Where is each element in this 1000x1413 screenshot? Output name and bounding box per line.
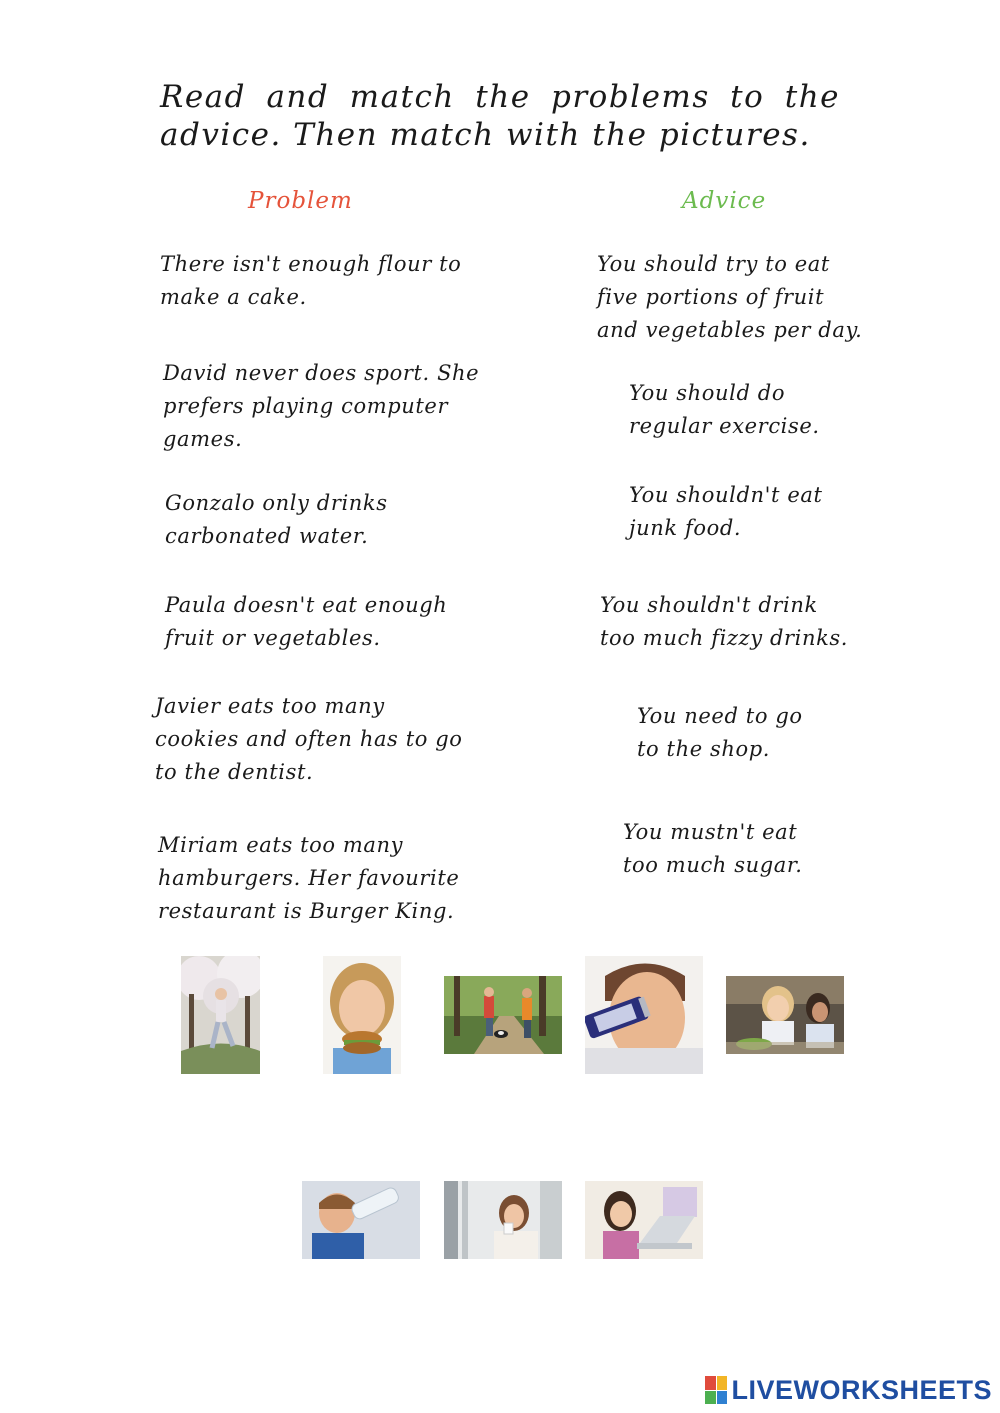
kids-walking-dog-photo[interactable]	[444, 976, 562, 1054]
problem-item-4: Paula doesn't eat enough fruit or vegetables.	[165, 593, 448, 650]
advice-item-6: You mustn't eat too much sugar.	[623, 820, 803, 877]
girls-eating-salad-photo[interactable]	[726, 976, 844, 1054]
girl-on-laptop-photo[interactable]	[585, 1181, 703, 1259]
advice-item-5: You need to go to the shop.	[637, 704, 803, 761]
brand-name: LIVEWORKSHEETS	[731, 1374, 992, 1405]
advice-item-4: You shouldn't drink too much fizzy drinks.	[600, 593, 849, 650]
woman-jogging-photo[interactable]	[181, 956, 260, 1074]
instructions-heading: Read and match the problems to the advice. Then match with the pictures.	[160, 79, 840, 153]
liveworksheets-logo	[705, 1373, 992, 1407]
girl-with-drink-photo[interactable]	[444, 1181, 562, 1259]
problem-item-6: Miriam eats too many hamburgers. Her favourite restaurant is Burger King.	[158, 833, 460, 923]
boy-drinking-can-photo[interactable]	[585, 956, 703, 1074]
girl-eating-burger-photo[interactable]	[323, 956, 401, 1074]
problem-column-heading: Problem	[248, 188, 353, 214]
problem-item-3: Gonzalo only drinks carbonated water.	[165, 491, 388, 548]
advice-item-2: You should do regular exercise.	[629, 381, 820, 438]
problem-item-1: There isn't enough flour to make a cake.	[160, 252, 462, 309]
advice-item-1: You should try to eat five portions of fruit and vegetables per day.	[597, 252, 863, 342]
problem-item-2: David never does sport. She prefers playing computer games.	[163, 361, 480, 451]
advice-item-3: You shouldn't eat junk food.	[629, 483, 823, 540]
liveworksheets-icon	[705, 1376, 727, 1404]
advice-column-heading: Advice	[682, 188, 767, 214]
problem-item-5: Javier eats too many cookies and often has to go to the dentist.	[155, 694, 463, 784]
boy-drinking-bottle-photo[interactable]	[302, 1181, 420, 1259]
